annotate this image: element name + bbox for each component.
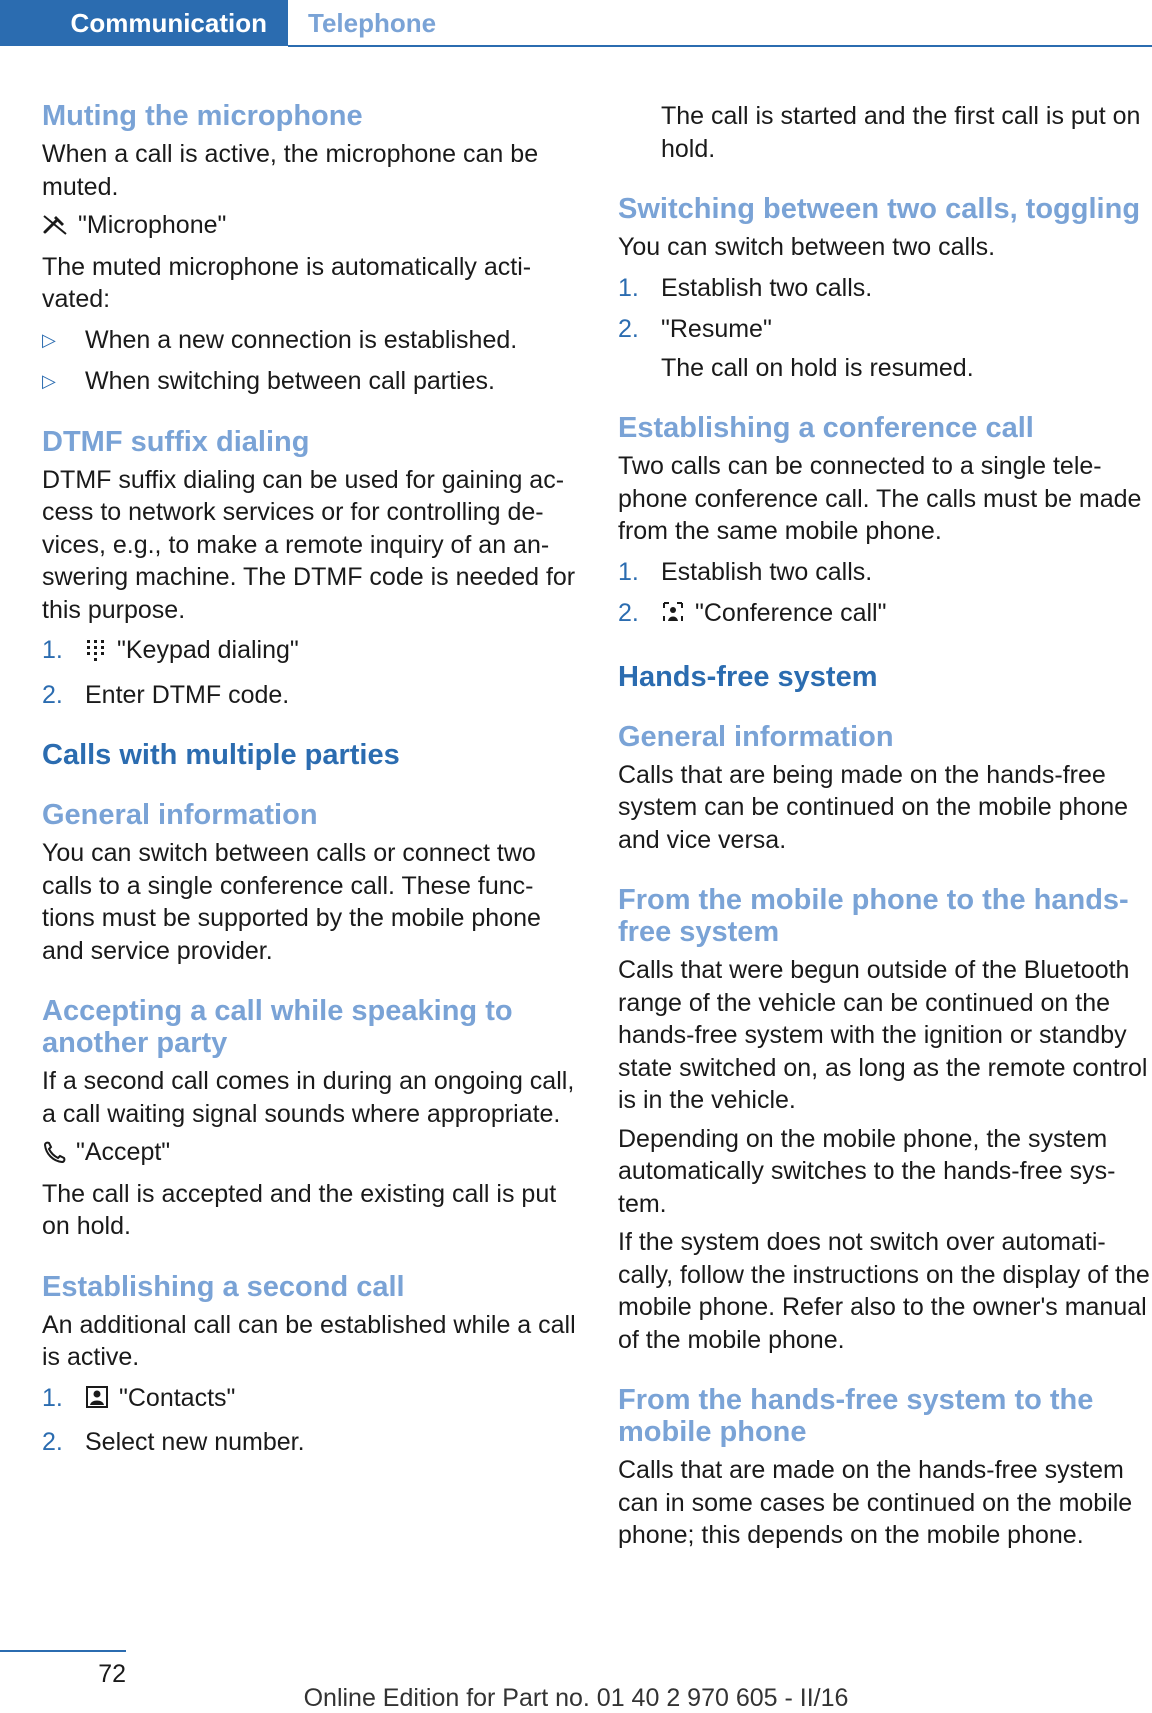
- paragraph: The call is accepted and the existing call is put on hold.: [42, 1179, 557, 1240]
- keypad-icon: [85, 637, 107, 670]
- list-item-text: Enter DTMF code.: [85, 680, 290, 709]
- heading-establishing-second-call: Establishing a second call: [42, 1270, 405, 1303]
- phone-handset-icon: [42, 1139, 66, 1172]
- heading-switching-calls: Switching between two calls, toggling: [618, 193, 1141, 225]
- numbered-list: [618, 272, 1152, 385]
- paragraph: You can switch between calls or connect two calls to a single conference call. These functions must be supported by the mobile phone and service provider.: [42, 839, 541, 965]
- paragraph: If a second call comes in during an ongoing call, a call waiting signal sounds where appropriate.: [42, 1067, 575, 1128]
- list-number: 1.: [42, 636, 63, 664]
- resume-label: "Resume": [661, 315, 772, 343]
- heading-conference-call: Establishing a conference call: [618, 412, 1034, 444]
- list-number: 1.: [618, 273, 639, 302]
- heading-handsfree-to-mobile: From the hands-free system to the mobile phone: [618, 1384, 1094, 1448]
- heading-calls-multiple-parties: Calls with multiple parties: [42, 739, 400, 771]
- icon-instruction: [42, 209, 577, 245]
- icon-instruction: [42, 1136, 577, 1172]
- page-number: 72: [98, 1660, 126, 1688]
- right-column: [618, 100, 1152, 1552]
- left-column: [42, 100, 577, 1459]
- paragraph: Calls that are made on the hands-free system can in some cases be continued on the mobile phone; this depends on the mobile phone.: [618, 1456, 1133, 1549]
- list-number: 2.: [618, 599, 639, 627]
- list-item-text: Establish two calls.: [661, 273, 873, 302]
- heading-general-information: General information: [618, 720, 894, 753]
- paragraph: If the system does not switch over automatically, follow the instructions on the display of the mobile phone. Refer also to the owner's manual of the mobile phone.: [618, 1228, 1150, 1354]
- list-item: [618, 313, 1152, 384]
- paragraph: Depending on the mobile phone, the system automatically switches to the hands-free system.: [618, 1124, 1116, 1218]
- list-number: 1.: [618, 557, 639, 586]
- list-item: [42, 679, 577, 712]
- list-number: 2.: [42, 680, 63, 709]
- numbered-list: [42, 1382, 577, 1459]
- contacts-label: "Contacts": [119, 1383, 236, 1412]
- list-item: [618, 556, 1152, 589]
- list-item: [618, 272, 1152, 305]
- paragraph: Calls that are being made on the hands-free system can be continued on the mobile phone and vice versa.: [618, 760, 1129, 854]
- list-item-subtext: The call on hold is resumed.: [661, 353, 974, 382]
- list-item: [42, 1426, 577, 1459]
- list-item: [42, 1382, 577, 1418]
- accept-label: "Accept": [76, 1138, 171, 1166]
- paragraph-continued: The call is started and the first call is put on hold.: [661, 102, 1141, 163]
- list-item: [618, 597, 1152, 633]
- contacts-icon: [85, 1385, 109, 1418]
- header-rule: [288, 45, 1152, 47]
- footer-rule: [0, 1650, 126, 1652]
- numbered-list: [618, 556, 1152, 633]
- paragraph: You can switch between two calls.: [618, 233, 996, 261]
- list-item-text: When a new connection is established.: [85, 325, 518, 354]
- heading-accepting-call: Accepting a call while speaking to another party: [42, 995, 513, 1059]
- heading-muting-microphone: Muting the microphone: [42, 100, 363, 132]
- page-header: [0, 0, 1152, 48]
- list-item: [42, 365, 577, 398]
- heading-general-information: General information: [42, 799, 318, 831]
- list-number: 2.: [618, 315, 639, 343]
- paragraph: Calls that were begun outside of the Bluetooth range of the vehicle can be continued on the hands-free system with the ignition or standby state switched on, as long as the remote control is in the vehicle.: [618, 956, 1148, 1114]
- triangle-bullet-icon: ▷: [42, 371, 56, 391]
- heading-dtmf-suffix-dialing: DTMF suffix dialing: [42, 425, 310, 458]
- conference-call-icon: [661, 600, 685, 633]
- paragraph: An additional call can be established while a call is active.: [42, 1310, 576, 1371]
- list-item: [42, 324, 577, 357]
- bullet-list: [42, 324, 577, 398]
- microphone-label: "Microphone": [78, 211, 227, 239]
- list-item-text: When switching between call parties.: [85, 367, 495, 395]
- list-item-text: Establish two calls.: [661, 557, 873, 586]
- paragraph: DTMF suffix dialing can be used for gaining access to network services or for controlling devices, e.g., to make a remote inquiry of an answering machine. The DTMF code is needed for this purpose.: [42, 465, 576, 624]
- paragraph: When a call is active, the microphone can be muted.: [42, 140, 539, 201]
- list-item: [42, 634, 577, 670]
- heading-hands-free-system: Hands-free system: [618, 660, 878, 693]
- list-item-text: Select new number.: [85, 1428, 305, 1456]
- section-tab-communication: Communication: [0, 0, 288, 46]
- triangle-bullet-icon: ▷: [42, 329, 56, 350]
- numbered-list: [42, 634, 577, 711]
- paragraph: The muted microphone is automatically activated:: [42, 252, 532, 313]
- edition-footer: Online Edition for Part no. 01 40 2 970 605 - II/16: [303, 1684, 849, 1712]
- list-number: 1.: [42, 1383, 63, 1412]
- microphone-muted-icon: [42, 212, 68, 245]
- keypad-dialing-label: "Keypad dialing": [117, 636, 299, 664]
- paragraph: Two calls can be connected to a single telephone conference call. The calls must be made from the same mobile phone.: [618, 452, 1142, 545]
- section-tab-telephone: Telephone: [308, 7, 437, 38]
- heading-mobile-to-handsfree: From the mobile phone to the hands-free system: [618, 884, 1129, 948]
- list-number: 2.: [42, 1428, 63, 1456]
- conference-call-label: "Conference call": [695, 599, 887, 627]
